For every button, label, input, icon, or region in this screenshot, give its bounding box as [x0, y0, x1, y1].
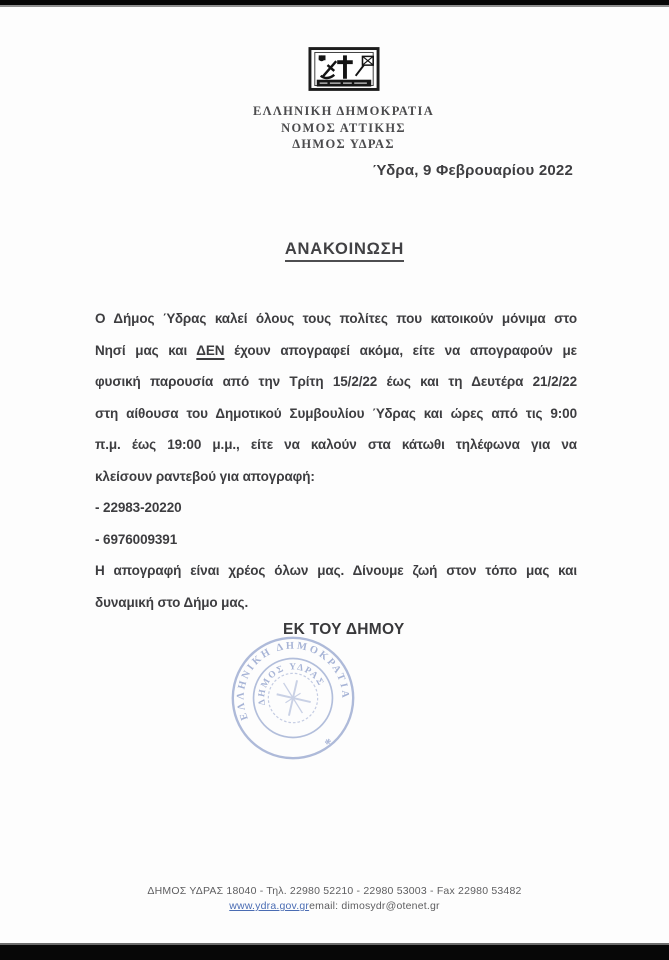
body-text-segment: Νησί μας και [95, 342, 197, 358]
municipal-round-stamp [219, 624, 367, 772]
body-line: Η απογραφή είναι χρέος όλων μας. Δίνουμε ζωή στον τόπο μας και [95, 563, 577, 578]
scan-top-border [0, 0, 669, 7]
phone-number-line: - 6976009391 [95, 531, 178, 547]
header-line-republic: ΕΛΛΗΝΙΚΗ ΔΗΜΟΚΡΑΤΙΑ [252, 104, 435, 118]
header-line-municipality: ΔΗΜΟΣ ΥΔΡΑΣ [292, 137, 395, 151]
stamp-inner-text: ΔΗΜΟΣ ΥΔΡΑΣ [257, 662, 326, 706]
footer-email: email: dimosydr@otenet.gr [309, 900, 440, 912]
body-line: π.μ. έως 19:00 μ.μ., είτε να καλούν στα κάτωθι τηλέφωνα για να [95, 437, 577, 452]
stamp-outer-text: ΕΛΛΗΝΙΚΗ ΔΗΜΟΚΡΑΤΙΑ [235, 640, 351, 722]
document-footer [0, 884, 669, 914]
scan-bottom-border [0, 943, 669, 960]
body-emphasis-den: ΔΕΝ [196, 342, 225, 358]
page-title: ΑΝΑΚΟΙΝΩΣΗ [285, 240, 404, 262]
footer-web-line [0, 899, 669, 914]
body-line: φυσική παρουσία από την Τρίτη 15/2/22 έως και τη Δευτέρα 21/2/22 [95, 374, 577, 389]
svg-text:ΕΛΛΗΝΙΚΗ ΔΗΜΟΚΡΑΤΙΑ [219, 624, 359, 755]
place-date-line: Ύδρα, 9 Φεβρουαρίου 2022 [372, 162, 573, 179]
body-line: κλείσουν ραντεβού για απογραφή: [95, 468, 315, 484]
body-line: Ο Δήμος Ύδρας καλεί όλους τους πολίτες που κατοικούν μόνιμα στο [95, 311, 577, 326]
stamp-star: * [319, 731, 335, 749]
body-line: δυναμική στο Δήμο μας. [95, 594, 249, 610]
header-line-prefecture: ΝΟΜΟΣ ΑΤΤΙΚΗΣ [281, 120, 406, 135]
footer-contact-line: ΔΗΜΟΣ ΥΔΡΑΣ 18040 - Τηλ. 22980 52210 - 22980 53003 - Fax 22980 53482 [147, 885, 522, 897]
signature-ek-tou-dimou: ΕΚ ΤΟΥ ΔΗΜΟΥ [283, 621, 405, 638]
body-line [95, 335, 577, 367]
stamp-center-emblem [273, 676, 314, 720]
body-text-segment: έχουν απογραφεί ακόμα, είτε να απογραφούν με [224, 342, 577, 358]
website-link: www.ydra.gov.gr [229, 900, 310, 912]
svg-text:* [319, 731, 335, 749]
body-line: στη αίθουσα του Δημοτικού Συμβουλίου Ύδρας και ώρες από τις 9:00 [95, 405, 577, 421]
phone-number-line: - 22983-20220 [95, 500, 182, 515]
title-wrap [0, 240, 669, 262]
document-header [0, 46, 669, 153]
announcement-body [95, 303, 577, 618]
municipal-emblem-icon [308, 46, 380, 92]
